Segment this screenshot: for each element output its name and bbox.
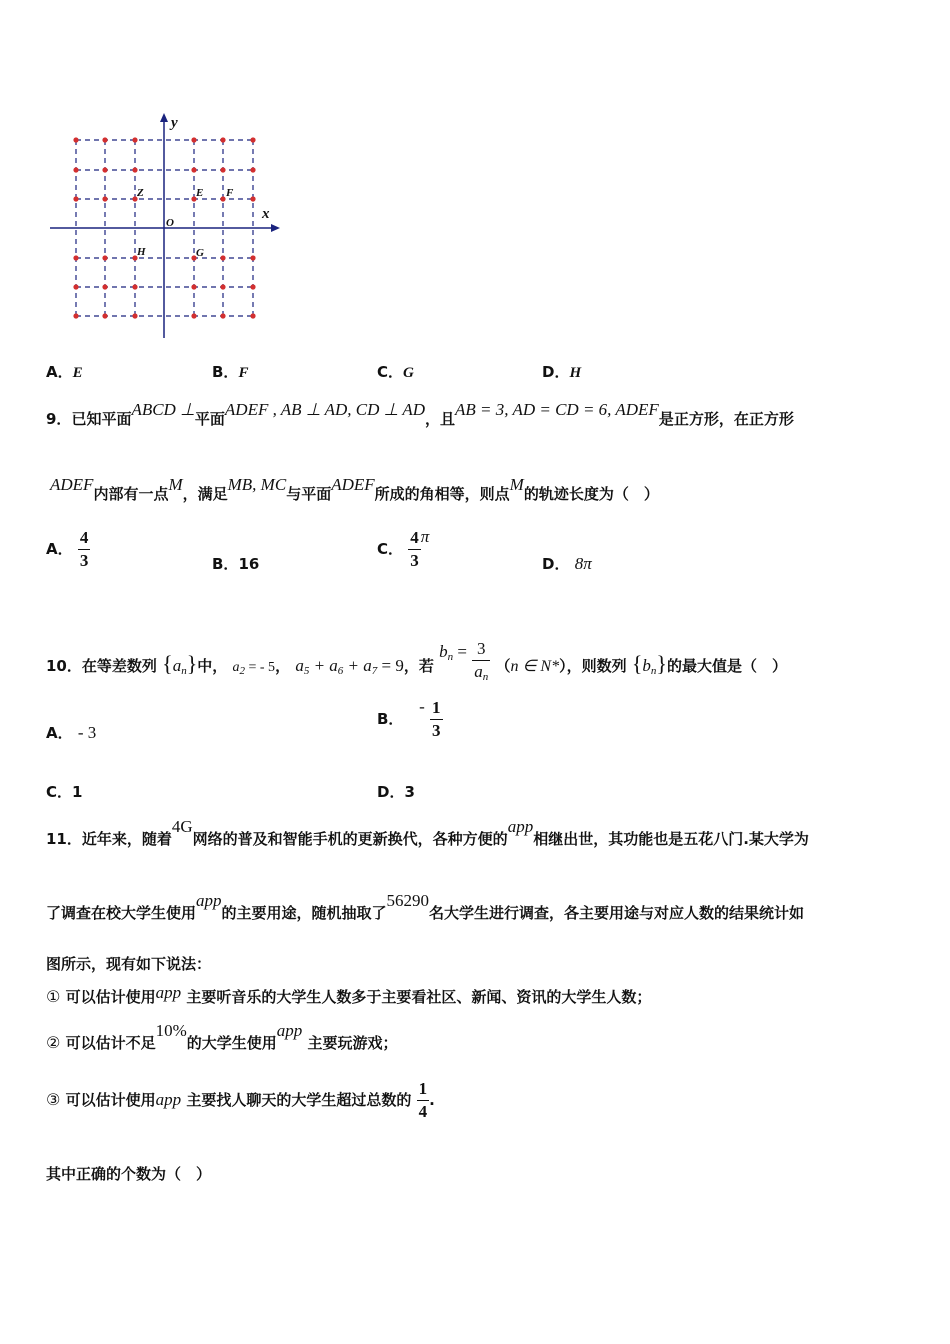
math: app xyxy=(196,891,222,910)
math: AB = 3, AD = CD = 6, ADEF xyxy=(455,400,659,419)
q8-option-c xyxy=(377,361,414,382)
math: app xyxy=(155,983,182,1002)
q11-line-3 xyxy=(46,953,211,974)
q11-line-2 xyxy=(46,891,805,923)
text: 图所示，现有如下说法： xyxy=(46,955,212,973)
math: = 9 xyxy=(377,656,404,675)
option-value: H xyxy=(569,365,582,381)
q11-question xyxy=(46,1163,211,1184)
math: app xyxy=(507,817,534,836)
text: 网络的普及和智能手机的更新换代，各种方便的 xyxy=(192,830,508,848)
text: ，若 xyxy=(403,657,434,675)
numerator: 3 xyxy=(472,638,490,661)
q9-line-1 xyxy=(46,400,794,429)
math: = xyxy=(453,642,467,661)
text: ，且 xyxy=(425,410,456,428)
text: 平面 xyxy=(194,410,225,428)
text: 主要玩游戏； xyxy=(307,1034,398,1052)
text: 中， xyxy=(197,657,228,675)
coordinate-grid-figure xyxy=(40,105,290,350)
point-label-h: H xyxy=(137,246,146,258)
minus-sign: - xyxy=(419,697,425,716)
math: M xyxy=(168,475,183,494)
text: 可以估计不足 xyxy=(65,1034,156,1052)
q9-line-2 xyxy=(50,475,659,504)
pi: π xyxy=(420,527,430,546)
math: a xyxy=(232,660,240,675)
subscript: n xyxy=(650,665,657,677)
math: M xyxy=(509,475,524,494)
text: 在等差数列 xyxy=(81,657,157,675)
denominator: 3 xyxy=(432,721,441,740)
circled-number: ① xyxy=(46,987,61,1006)
question-number: 10． xyxy=(46,657,82,675)
q11-line-1 xyxy=(46,817,809,849)
text: ，满足 xyxy=(182,485,228,503)
text: 主要听音乐的大学生人数多于主要看社区、新闻、资讯的大学生人数； xyxy=(186,988,652,1006)
math: app xyxy=(155,1090,182,1109)
point-label-g: G xyxy=(196,247,204,259)
math: ADEF xyxy=(50,475,94,494)
math: n ∈ N* xyxy=(510,658,560,675)
fraction xyxy=(78,527,91,572)
denominator: 3 xyxy=(410,551,419,570)
brace: } xyxy=(186,651,198,676)
q8-option-a xyxy=(46,361,83,382)
subscript: 6 xyxy=(337,665,344,677)
subscript: n xyxy=(447,651,454,663)
q9-option-c xyxy=(377,527,429,572)
option-label: B． xyxy=(212,363,239,381)
text: 与平面 xyxy=(286,485,332,503)
math: b xyxy=(642,656,651,675)
question-number: 9． xyxy=(46,410,72,428)
text: 的主要用途，随机抽取了 xyxy=(221,904,387,922)
denominator: 4 xyxy=(418,1102,428,1121)
text: 名大学生进行调查，各主要用途与对应人数的结果统计如 xyxy=(429,904,805,922)
denominator: a xyxy=(474,662,483,681)
option-label: D． xyxy=(542,555,570,573)
q10-line-1 xyxy=(46,612,787,683)
text: 可以估计使用 xyxy=(65,1091,156,1109)
option-value: - 3 xyxy=(77,723,97,742)
option-value: F xyxy=(238,365,249,381)
option-label: A． xyxy=(46,540,73,558)
option-value: E xyxy=(72,365,83,381)
text: ），则数列 xyxy=(559,657,627,675)
option-value: G xyxy=(403,365,414,381)
brace: { xyxy=(631,651,643,676)
option-value: 1 xyxy=(72,783,83,801)
math: ABCD ⊥ xyxy=(131,400,195,419)
origin-label: O xyxy=(166,217,174,229)
text: 主要找人聊天的大学生超过总数的 xyxy=(186,1091,412,1109)
fraction xyxy=(408,527,421,572)
q9-option-d xyxy=(542,553,592,574)
text: 已知平面 xyxy=(71,410,132,428)
fraction xyxy=(417,1078,430,1123)
q11-statement-1 xyxy=(46,983,652,1007)
text: 是正方形，在正方形 xyxy=(658,410,794,428)
q10-option-c xyxy=(46,781,82,802)
text: . xyxy=(429,1091,435,1109)
math: ADEF , AB ⊥ AD, CD ⊥ AD xyxy=(224,400,426,419)
circled-number: ② xyxy=(46,1033,61,1052)
option-label: C． xyxy=(377,540,404,558)
y-axis-arrow xyxy=(160,113,168,122)
math: = - 5 xyxy=(245,660,276,675)
option-label: A． xyxy=(46,363,73,381)
q9-option-b xyxy=(212,553,259,574)
option-label: B． xyxy=(377,710,404,728)
point-label-f: F xyxy=(226,187,234,199)
brace: { xyxy=(162,651,173,676)
fraction xyxy=(430,697,443,742)
question-number: 11． xyxy=(46,830,82,848)
subscript: 7 xyxy=(371,665,378,677)
option-value: 16 xyxy=(238,555,260,573)
math: a xyxy=(295,656,304,675)
math: 56290 xyxy=(386,891,430,910)
math: ADEF xyxy=(331,475,375,494)
text: 的大学生使用 xyxy=(186,1034,277,1052)
text: 可以估计使用 xyxy=(65,988,156,1006)
text: 内部有一点 xyxy=(93,485,169,503)
x-axis-arrow xyxy=(271,224,280,232)
option-label: C． xyxy=(46,783,73,801)
math: + a xyxy=(309,656,338,675)
text: 所成的角相等，则点 xyxy=(374,485,510,503)
subscript: n xyxy=(482,671,489,683)
q9-option-a xyxy=(46,527,90,572)
q8-option-d xyxy=(542,361,581,382)
option-value: 8π xyxy=(574,554,592,573)
numerator: 4 xyxy=(78,527,91,550)
math: app xyxy=(276,1021,303,1040)
option-label: A． xyxy=(46,724,73,742)
q8-option-b xyxy=(212,361,248,382)
q10-option-b xyxy=(377,697,443,742)
text: 相继出世，其功能也是五花八门.某大学为 xyxy=(533,830,809,848)
subscript: 2 xyxy=(239,665,245,677)
subscript: n xyxy=(181,665,187,677)
math: MB, MC xyxy=(227,475,287,494)
text: 近年来，随着 xyxy=(81,830,172,848)
axes xyxy=(50,113,280,338)
fraction xyxy=(472,638,490,688)
math: 4G xyxy=(171,817,193,836)
math: + a xyxy=(343,656,372,675)
q10-option-a xyxy=(46,722,96,743)
math: 10% xyxy=(155,1021,187,1040)
q11-statement-2 xyxy=(46,1021,398,1053)
brace: } xyxy=(656,651,667,676)
option-value: 3 xyxy=(404,783,415,801)
numerator: 1 xyxy=(417,1078,430,1101)
text: 了调查在校大学生使用 xyxy=(46,904,197,922)
x-axis-label: x xyxy=(262,206,270,222)
text: （ xyxy=(495,657,511,675)
point-label-z: Z xyxy=(137,187,144,199)
option-label: D． xyxy=(542,363,570,381)
math: a xyxy=(172,656,182,675)
circled-number: ③ xyxy=(46,1090,61,1109)
y-axis-label: y xyxy=(171,115,178,131)
text: 其中正确的个数为（ ） xyxy=(46,1165,212,1183)
option-label: C． xyxy=(377,363,404,381)
numerator: 4 xyxy=(408,527,421,550)
option-label: B． xyxy=(212,555,239,573)
point-label-e: E xyxy=(196,187,204,199)
subscript: 5 xyxy=(303,665,310,677)
q11-statement-3 xyxy=(46,1078,435,1123)
option-label: D． xyxy=(377,783,405,801)
q10-option-d xyxy=(377,781,415,802)
text: 的轨迹长度为（ ） xyxy=(523,485,659,503)
text: ， xyxy=(275,657,291,675)
numerator: 1 xyxy=(430,697,443,720)
denominator: 3 xyxy=(79,551,89,570)
text: 的最大值是（ ） xyxy=(666,657,787,675)
math: b xyxy=(439,642,448,661)
